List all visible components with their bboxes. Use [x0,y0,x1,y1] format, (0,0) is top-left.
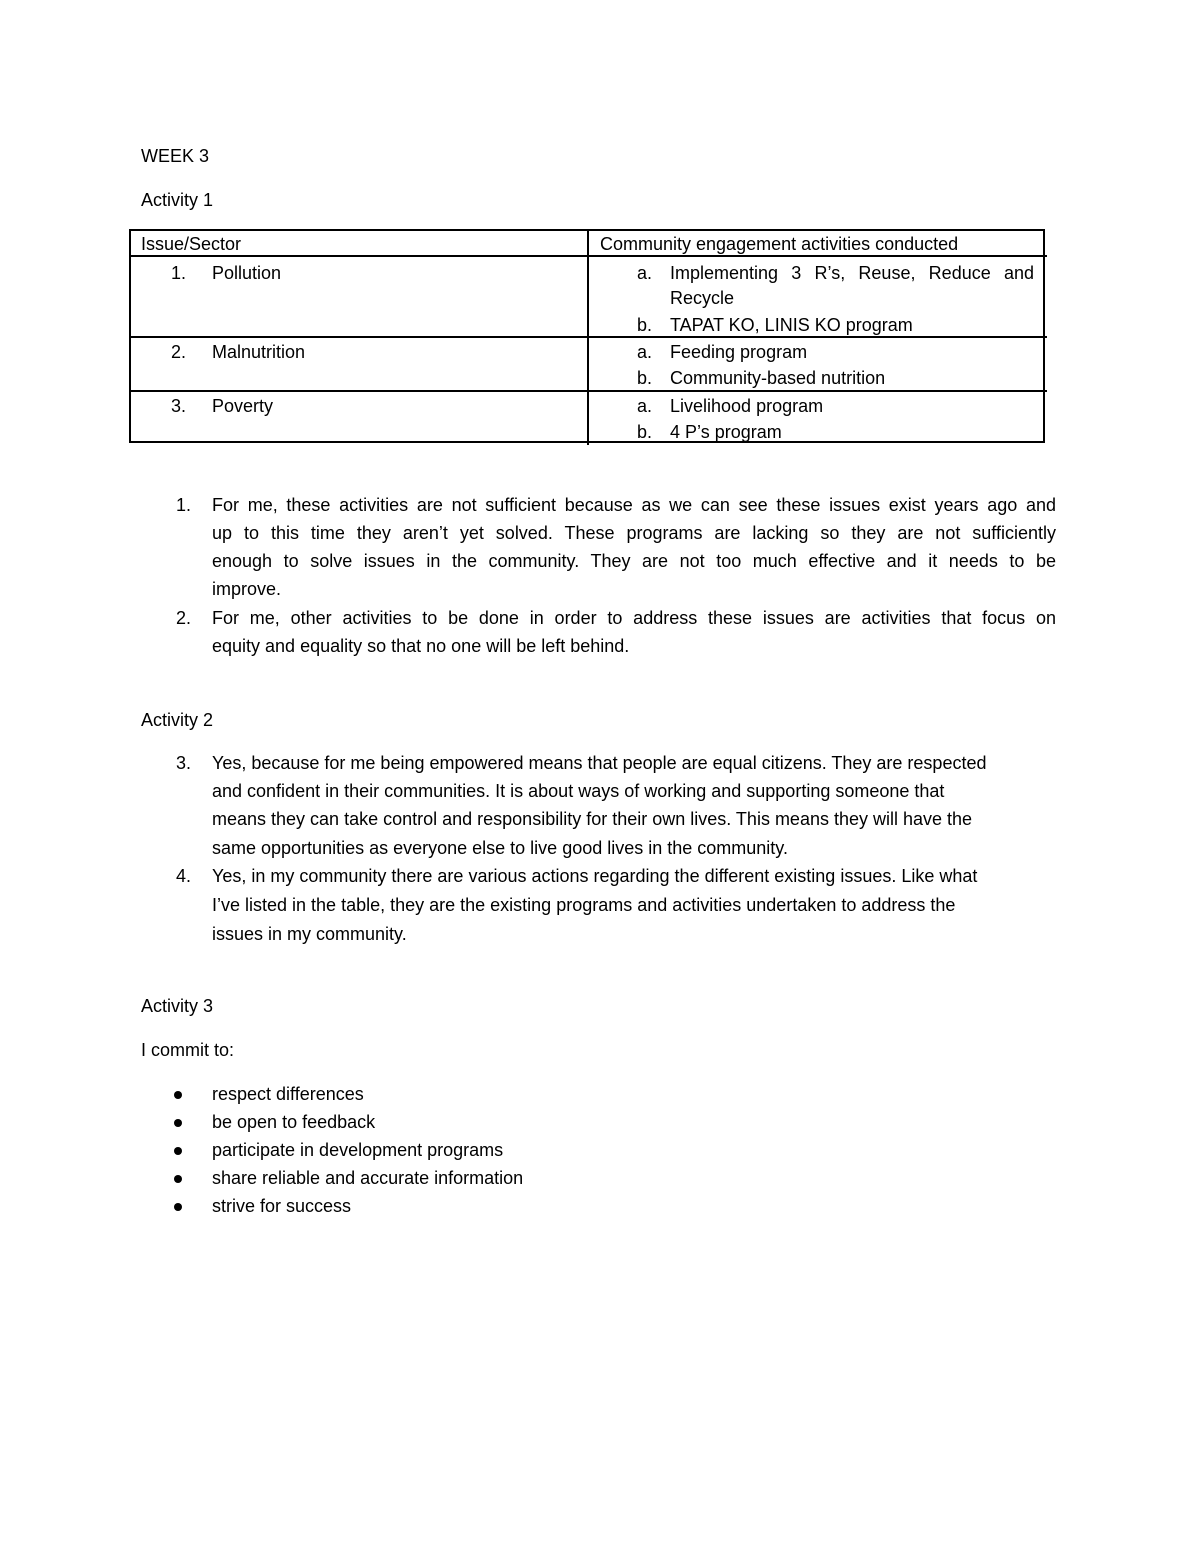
bullet-icon [174,1091,182,1099]
commitment-text: be open to feedback [212,1112,376,1132]
activity-text: 4 P’s program [670,422,782,442]
activity-1-heading: Activity 1 [141,190,214,210]
activity-marker: b. [636,368,652,388]
commitment-text: share reliable and accurate information [212,1168,524,1188]
bullet-icon [174,1175,182,1183]
commitment-text: respect differences [212,1084,364,1104]
answer-line: Yes, in my community there are various actions regarding the different existing issues. Like what [212,866,978,886]
answer-line: For me, these activities are not sufficient because as we can see these issues exist years ago and [212,495,1056,515]
bullet-icon [174,1147,182,1155]
table-header-activities: Community engagement activities conducted [600,234,959,254]
answer-line: issues in my community. [212,924,407,944]
issue-name: Pollution [212,263,282,283]
activity-marker: a. [636,263,652,283]
commitment-text: participate in development programs [212,1140,504,1160]
answer-line: up to this time they aren’t yet solved. These programs are lacking so they are not sufficiently [212,523,1056,543]
commitment-text: strive for success [212,1196,352,1216]
answer-line: means they can take control and responsibility for their own lives. This means they will have the [212,809,973,829]
issue-name: Poverty [212,396,274,416]
activity-marker: b. [636,315,652,335]
activity-text: Community-based nutrition [670,368,886,388]
table-column-divider [587,229,589,445]
issue-number: 3. [170,396,186,416]
issue-number: 2. [170,342,186,362]
issue-name: Malnutrition [212,342,306,362]
activity-marker: a. [636,396,652,416]
answer-line: Yes, because for me being empowered means that people are equal citizens. They are respected [212,753,987,773]
answer-line: enough to solve issues in the community. They are not too much effective and it needs to be [212,551,1056,571]
answer-line: I’ve listed in the table, they are the existing programs and activities undertaken to address the [212,895,956,915]
answer-number: 2. [175,608,191,628]
answer-line: same opportunities as everyone else to live good lives in the community. [212,838,788,858]
week-title: WEEK 3 [141,146,210,166]
answer-line: and confident in their communities. It is about ways of working and supporting someone that [212,781,945,801]
activity-marker: a. [636,342,652,362]
activity-text: Recycle [670,288,735,308]
answer-line: For me, other activities to be done in order to address these issues are activities that focus on [212,608,1056,628]
answer-number: 4. [175,866,191,886]
activity-2-heading: Activity 2 [141,710,214,730]
answer-line: improve. [212,579,282,599]
activity-3-heading: Activity 3 [141,996,214,1016]
activity-marker: b. [636,422,652,442]
answer-number: 3. [175,753,191,773]
answer-number: 1. [175,495,191,515]
bullet-icon [174,1203,182,1211]
activity-text: Feeding program [670,342,808,362]
issue-number: 1. [170,263,186,283]
activity-text: TAPAT KO, LINIS KO program [670,315,913,335]
activity-text: Livelihood program [670,396,824,416]
activity-text: Implementing 3 R’s, Reuse, Reduce and [670,263,1034,283]
bullet-icon [174,1119,182,1127]
table-header-issue: Issue/Sector [141,234,242,254]
answer-line: equity and equality so that no one will be left behind. [212,636,630,656]
commitment-intro: I commit to: [141,1040,235,1060]
